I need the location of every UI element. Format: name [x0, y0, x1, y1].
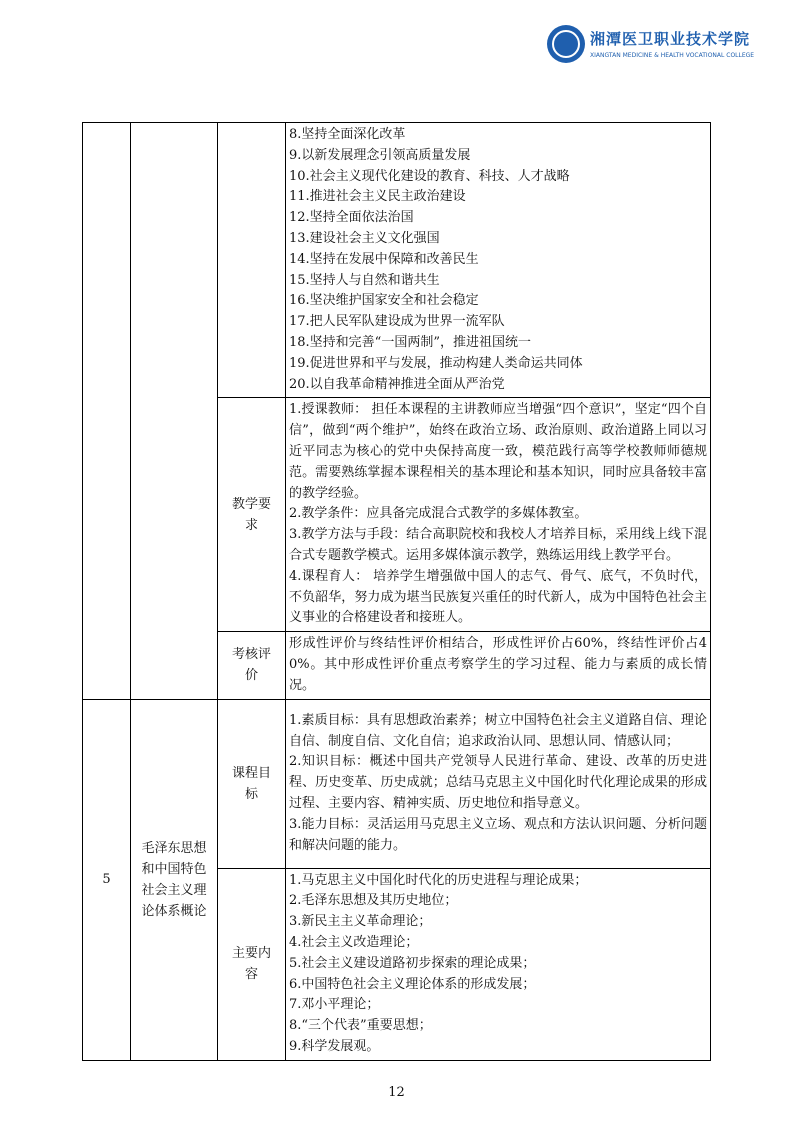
course-goals-label: 课程目标	[218, 699, 286, 868]
content-item: 7.邓小平理论；	[289, 997, 380, 1013]
prev-num-cell	[83, 123, 131, 700]
content-item: 12.坚持全面依法治国	[289, 210, 414, 226]
assessment-cell: 形成性评价与终结性评价相结合，形成性评价占60%，终结性评价占40%。其中形成性评价重点考察学生的学习过程、能力与素质的成长情况。	[286, 632, 711, 699]
content-item: 17.把人民军队建设成为世界一流军队	[289, 314, 505, 330]
content-item: 14.坚持在发展中保障和改善民生	[289, 251, 479, 267]
college-seal-icon	[547, 25, 585, 63]
prev-label-cell	[218, 123, 286, 398]
main-content-cell	[286, 123, 711, 398]
content-item: 1.马克思主义中国化时代化的历史进程与理论成果；	[289, 872, 588, 888]
prev-course-cell	[131, 123, 218, 700]
college-logo	[547, 22, 754, 66]
content-item: 9.科学发展观。	[289, 1038, 380, 1054]
teaching-item: 4.课程育人： 培养学生增强做中国人的志气、骨气、底气，不负时代，不负韶华，努力成为堪当民族复兴重任的时代新人，成为中国特色社会主义事业的合格建设者和接班人。	[289, 568, 707, 626]
course-number: 5	[83, 699, 131, 1060]
teaching-requirements-label: 教学要求	[218, 398, 286, 632]
content-item: 3.新民主主义革命理论；	[289, 914, 432, 930]
content-item: 8.“三个代表”重要思想；	[289, 1018, 432, 1034]
teaching-item: 1.授课教师： 担任本课程的主讲教师应当增强“四个意识”，坚定“四个自信”，做到“两个维护”，始终在政治立场、政治原则、政治道路上同以习近平同志为核心的党中央保持高度一致，模范践行高等学校教师师德规范。需要熟练掌握本课程相关的基本理论和基本知识，同时应具备较丰富的教学经验。	[289, 402, 707, 501]
content-item: 15.坚持人与自然和谐共生	[289, 272, 440, 288]
content-item: 8.坚持全面深化改革	[289, 127, 406, 142]
goal-item: 1.素质目标：具有思想政治素养；树立中国特色社会主义道路自信、理论自信、制度自信、文化自信；追求政治认同、思想认同、情感认同；	[289, 712, 707, 749]
course-goals-cell	[286, 699, 711, 868]
content-item: 16.坚决维护国家安全和社会稳定	[289, 293, 479, 309]
goal-item: 3.能力目标：灵活运用马克思主义立场、观点和方法认识问题、分析问题和解决问题的能力。	[289, 816, 707, 853]
content-item: 6.中国特色社会主义理论体系的形成发展；	[289, 976, 536, 992]
content-item: 10.社会主义现代化建设的教育、科技、人才战略	[289, 168, 570, 184]
course-name: 毛泽东思想和中国特色社会主义理论体系概论	[131, 699, 218, 1060]
logo-chinese-name: 湘潭医卫职业技术学院	[590, 29, 751, 48]
content-item: 11.推进社会主义民主政治建设	[289, 189, 466, 205]
content-item: 5.社会主义建设道路初步探索的理论成果；	[289, 955, 536, 971]
teaching-item: 3.教学方法与手段：结合高职院校和我校人才培养目标，采用线上线下混合式专题教学模式。运用多媒体演示教学，熟练运用线上教学平台。	[289, 527, 707, 563]
teaching-item: 2.教学条件：应具备完成混合式教学的多媒体教室。	[289, 506, 588, 522]
content-item: 18.坚持和完善“一国两制”，推进祖国统一	[289, 334, 531, 350]
assessment-label: 考核评价	[218, 632, 286, 699]
content-item: 9.以新发展理念引领高质量发展	[289, 147, 471, 163]
teaching-requirements-cell	[286, 398, 711, 632]
content-item: 19.促进世界和平与发展，推动构建人类命运共同体	[289, 355, 583, 371]
content-item: 2.毛泽东思想及其历史地位；	[289, 893, 458, 909]
main-content-list	[286, 868, 711, 1060]
content-item: 13.建设社会主义文化强国	[289, 230, 440, 246]
curriculum-table	[82, 122, 711, 1061]
content-item: 4.社会主义改造理论；	[289, 934, 419, 950]
content-item: 20.以自我革命精神推进全面从严治党	[289, 376, 505, 392]
goal-item: 2.知识目标：概述中国共产党领导人民进行革命、建设、改革的历史进程、历史变革、历史成就；总结马克思主义中国化时代化理论成果的形成过程、主要内容、精神实质、历史地位和指导意义。	[289, 754, 707, 811]
page-number: 12	[388, 1084, 405, 1100]
logo-english-name: XIANGTAN MEDICINE & HEALTH VOCATIONAL COLLEGE	[590, 51, 755, 59]
main-content-label: 主要内容	[218, 868, 286, 1060]
